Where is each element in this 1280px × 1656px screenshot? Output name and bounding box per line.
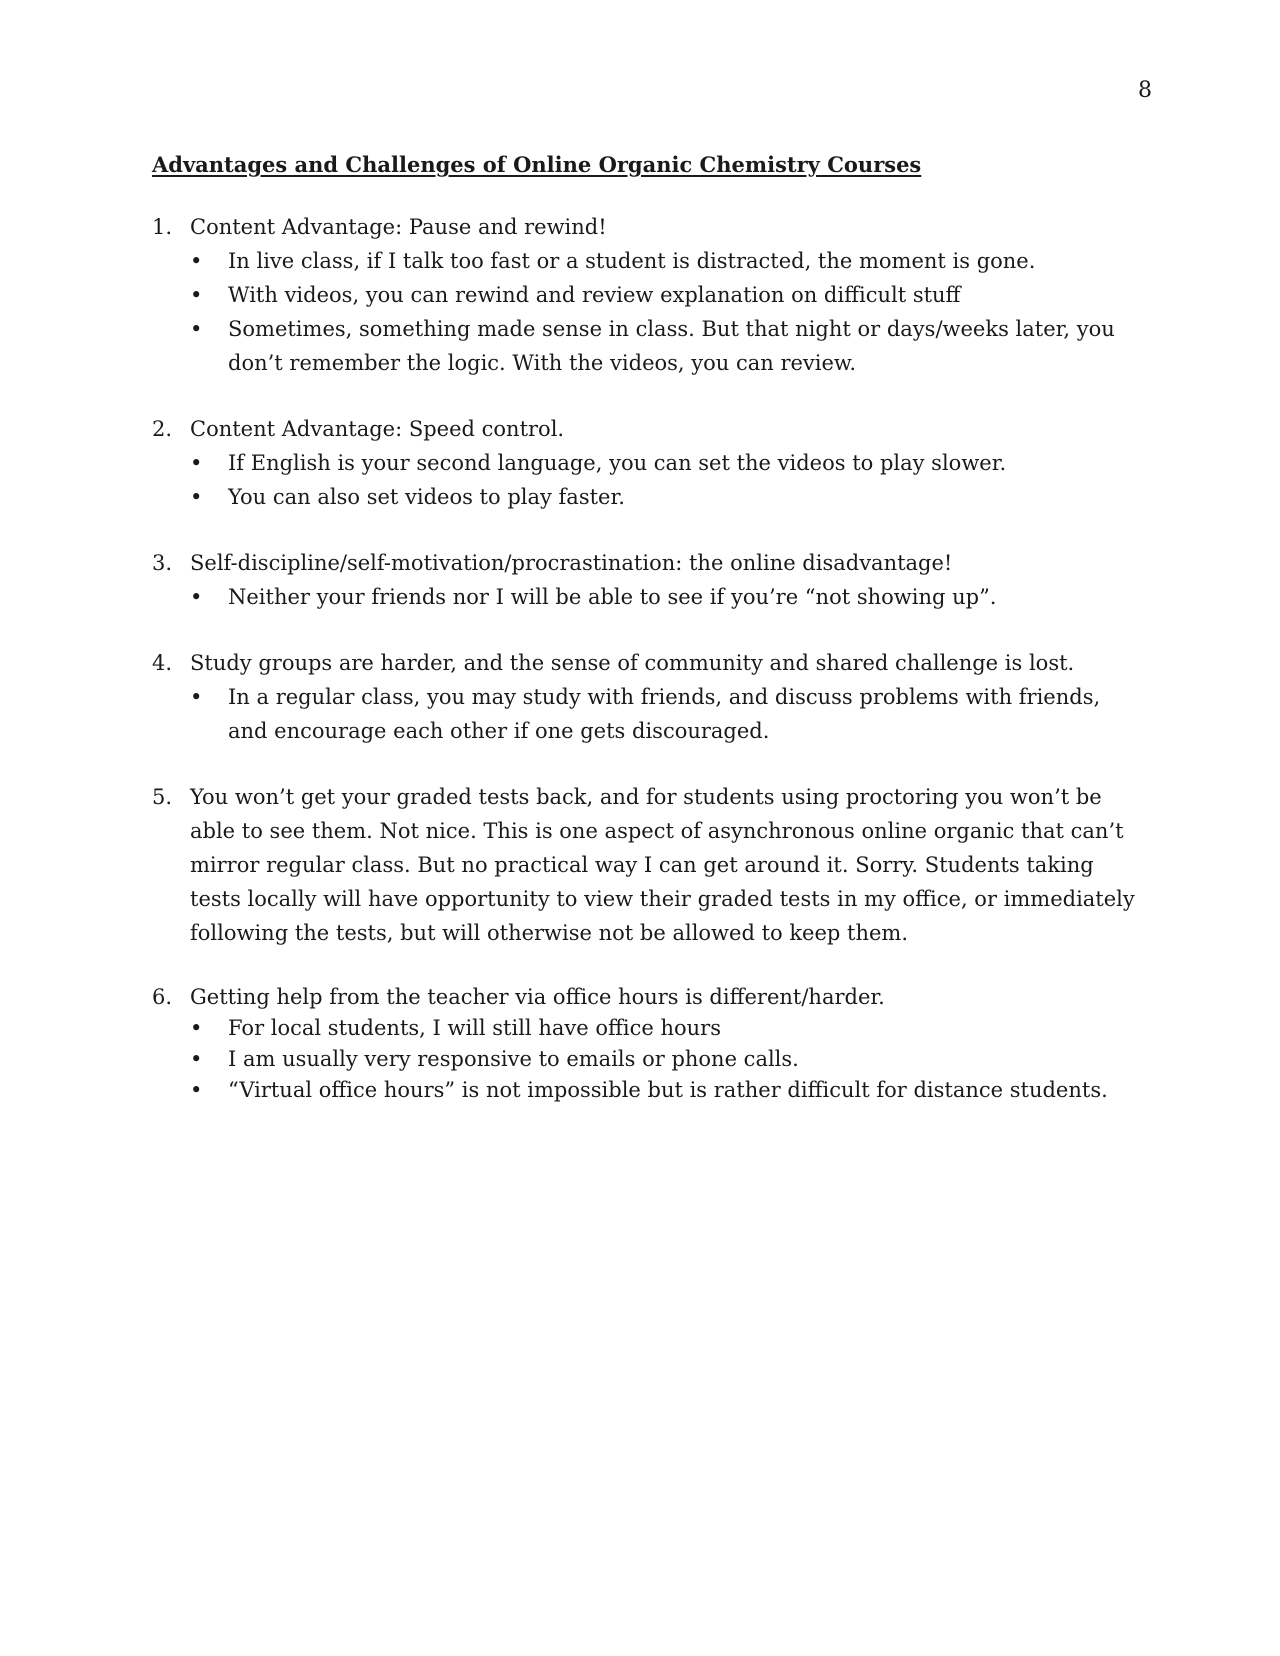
- item-text: Content Advantage: Speed control.: [190, 417, 565, 441]
- bullet-item: [190, 278, 1142, 312]
- bullet-text: With videos, you can rewind and review explanation on difficult stuff: [228, 283, 961, 307]
- bullet-text: I am usually very responsive to emails or phone calls.: [228, 1047, 799, 1071]
- bullet-list: [190, 580, 1142, 614]
- bullet-list: [190, 244, 1142, 380]
- list-item-3: [152, 546, 1142, 614]
- bullet-text: In a regular class, you may study with friends, and discuss problems with friends, and encourage each other if one gets discouraged.: [228, 685, 1101, 743]
- bullet-icon: •: [190, 283, 203, 307]
- bullet-icon: •: [190, 485, 203, 509]
- list-item-6: [152, 982, 1142, 1106]
- bullet-icon: •: [190, 317, 203, 341]
- bullet-item: [190, 480, 1142, 514]
- bullet-item: [190, 244, 1142, 278]
- item-number: 6.: [152, 985, 173, 1009]
- bullet-icon: •: [190, 685, 203, 709]
- bullet-text: In live class, if I talk too fast or a student is distracted, the moment is gone.: [228, 249, 1036, 273]
- list-item-5: [152, 780, 1142, 950]
- item-text: Content Advantage: Pause and rewind!: [190, 215, 607, 239]
- bullet-item: [190, 680, 1142, 748]
- page-number: 8: [1138, 78, 1152, 103]
- bullet-list: [190, 680, 1142, 748]
- numbered-list: [152, 210, 1142, 1138]
- item-text: Self-discipline/self-motivation/procrastination: the online disadvantage!: [190, 551, 953, 575]
- bullet-icon: •: [190, 1078, 203, 1102]
- bullet-item: [190, 312, 1142, 380]
- list-item-2: [152, 412, 1142, 514]
- list-item-4: [152, 646, 1142, 748]
- item-number: 3.: [152, 551, 173, 575]
- item-number: 5.: [152, 785, 173, 809]
- bullet-text: Sometimes, something made sense in class. But that night or days/weeks later, you don’t remember the logic. With the videos, you can review.: [228, 317, 1115, 375]
- bullet-icon: •: [190, 451, 203, 475]
- bullet-text: Neither your friends nor I will be able to see if you’re “not showing up”.: [228, 585, 997, 609]
- item-text: Getting help from the teacher via office hours is different/harder.: [190, 985, 885, 1009]
- bullet-item: [190, 1013, 1142, 1044]
- bullet-text: For local students, I will still have office hours: [228, 1016, 721, 1040]
- item-text: Study groups are harder, and the sense of community and shared challenge is lost.: [190, 651, 1075, 675]
- bullet-list: [190, 1013, 1142, 1106]
- item-number: 2.: [152, 417, 173, 441]
- bullet-icon: •: [190, 585, 203, 609]
- item-text: You won’t get your graded tests back, and for students using proctoring you won’t be able to see them. Not nice. This is one aspect of asynchronous online organic that can’t mirror regular class. But no practical way I can get around it. Sorry. Students taking tests locally will have opportunity to view their graded tests in my office, or immediately following the tests, but will otherwise not be allowed to keep them.: [190, 785, 1135, 945]
- page-heading: Advantages and Challenges of Online Organic Chemistry Courses: [152, 152, 922, 177]
- bullet-list: [190, 446, 1142, 514]
- item-number: 1.: [152, 215, 173, 239]
- bullet-item: [190, 1075, 1142, 1106]
- bullet-icon: •: [190, 1047, 203, 1071]
- bullet-text: You can also set videos to play faster.: [228, 485, 625, 509]
- bullet-item: [190, 446, 1142, 480]
- list-item-1: [152, 210, 1142, 380]
- bullet-icon: •: [190, 1016, 203, 1040]
- bullet-item: [190, 580, 1142, 614]
- item-number: 4.: [152, 651, 173, 675]
- bullet-icon: •: [190, 249, 203, 273]
- bullet-item: [190, 1044, 1142, 1075]
- bullet-text: If English is your second language, you can set the videos to play slower.: [228, 451, 1007, 475]
- bullet-text: “Virtual office hours” is not impossible but is rather difficult for distance students.: [228, 1078, 1108, 1102]
